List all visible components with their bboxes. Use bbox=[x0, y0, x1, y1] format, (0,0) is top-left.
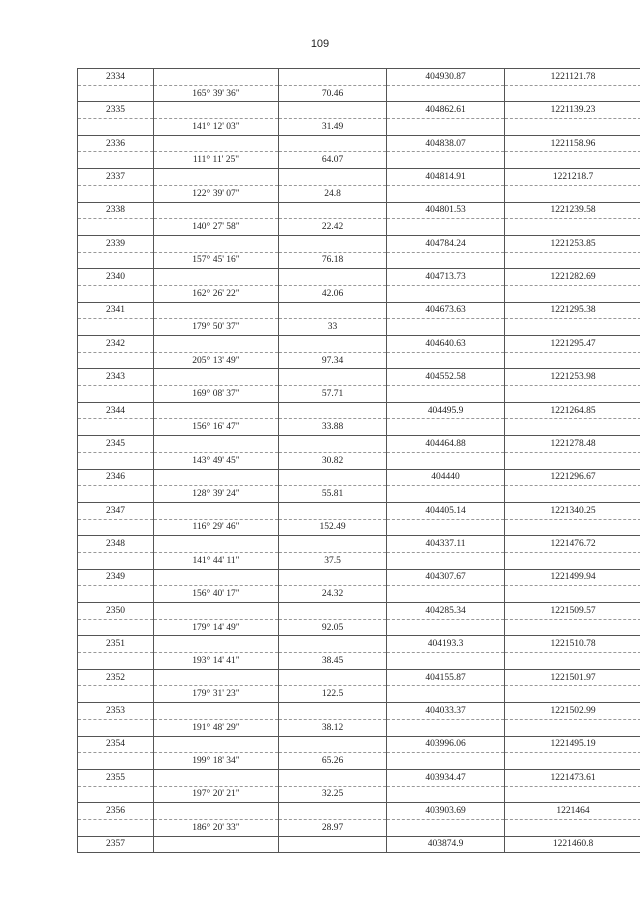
segment-row bbox=[78, 252, 640, 269]
point-id-cell: 2352 bbox=[78, 669, 154, 686]
segment-row bbox=[78, 185, 640, 202]
bearing-angle-cell: 157° 45' 16" bbox=[154, 252, 279, 269]
bearing-angle-cell: 156° 40' 17" bbox=[154, 586, 279, 603]
distance-cell: 76.18 bbox=[279, 252, 387, 269]
y-coordinate-cell: 1221499.94 bbox=[505, 569, 640, 586]
empty-cell bbox=[154, 769, 279, 786]
empty-cell bbox=[78, 486, 154, 503]
segment-row bbox=[78, 152, 640, 169]
empty-cell bbox=[154, 603, 279, 620]
point-row bbox=[78, 202, 640, 219]
bearing-angle-cell: 197° 20' 21" bbox=[154, 786, 279, 803]
x-coordinate-cell: 404155.87 bbox=[387, 669, 505, 686]
bearing-angle-cell: 169° 08' 37" bbox=[154, 386, 279, 403]
y-coordinate-cell: 1221464 bbox=[505, 803, 640, 820]
point-id-cell: 2348 bbox=[78, 536, 154, 553]
distance-cell: 33 bbox=[279, 319, 387, 336]
point-id-cell: 2338 bbox=[78, 202, 154, 219]
empty-cell bbox=[154, 369, 279, 386]
empty-cell bbox=[505, 819, 640, 836]
empty-cell bbox=[279, 102, 387, 119]
bearing-angle-cell: 162° 26' 22" bbox=[154, 285, 279, 302]
x-coordinate-cell: 404193.3 bbox=[387, 636, 505, 653]
empty-cell bbox=[78, 786, 154, 803]
segment-row bbox=[78, 85, 640, 102]
distance-cell: 24.8 bbox=[279, 185, 387, 202]
x-coordinate-cell: 404801.53 bbox=[387, 202, 505, 219]
x-coordinate-cell: 404285.34 bbox=[387, 603, 505, 620]
x-coordinate-cell: 404814.91 bbox=[387, 169, 505, 186]
bearing-angle-cell: 141° 44' 11" bbox=[154, 552, 279, 569]
distance-cell: 32.25 bbox=[279, 786, 387, 803]
point-row bbox=[78, 302, 640, 319]
bearing-angle-cell: 186° 20' 33" bbox=[154, 819, 279, 836]
bearing-angle-cell: 179° 50' 37" bbox=[154, 319, 279, 336]
empty-cell bbox=[387, 686, 505, 703]
empty-cell bbox=[78, 686, 154, 703]
empty-cell bbox=[387, 586, 505, 603]
y-coordinate-cell: 1221264.85 bbox=[505, 402, 640, 419]
empty-cell bbox=[387, 819, 505, 836]
x-coordinate-cell: 404640.63 bbox=[387, 336, 505, 353]
empty-cell bbox=[387, 719, 505, 736]
empty-cell bbox=[279, 636, 387, 653]
x-coordinate-cell: 404337.11 bbox=[387, 536, 505, 553]
segment-row bbox=[78, 819, 640, 836]
x-coordinate-cell: 404464.88 bbox=[387, 436, 505, 453]
empty-cell bbox=[154, 836, 279, 853]
empty-cell bbox=[279, 603, 387, 620]
empty-cell bbox=[154, 536, 279, 553]
empty-cell bbox=[78, 819, 154, 836]
x-coordinate-cell: 403996.06 bbox=[387, 736, 505, 753]
empty-cell bbox=[154, 502, 279, 519]
point-row bbox=[78, 736, 640, 753]
empty-cell bbox=[387, 452, 505, 469]
empty-cell bbox=[154, 636, 279, 653]
segment-row bbox=[78, 452, 640, 469]
distance-cell: 97.34 bbox=[279, 352, 387, 369]
x-coordinate-cell: 404930.87 bbox=[387, 69, 505, 86]
empty-cell bbox=[505, 452, 640, 469]
empty-cell bbox=[78, 386, 154, 403]
x-coordinate-cell: 404862.61 bbox=[387, 102, 505, 119]
empty-cell bbox=[154, 135, 279, 152]
point-row bbox=[78, 169, 640, 186]
y-coordinate-cell: 1221295.38 bbox=[505, 302, 640, 319]
segment-row bbox=[78, 719, 640, 736]
empty-cell bbox=[505, 753, 640, 770]
y-coordinate-cell: 1221509.57 bbox=[505, 603, 640, 620]
empty-cell bbox=[279, 235, 387, 252]
empty-cell bbox=[78, 619, 154, 636]
point-id-cell: 2343 bbox=[78, 369, 154, 386]
empty-cell bbox=[505, 419, 640, 436]
segment-row bbox=[78, 586, 640, 603]
empty-cell bbox=[387, 319, 505, 336]
x-coordinate-cell: 404838.07 bbox=[387, 135, 505, 152]
y-coordinate-cell: 1221510.78 bbox=[505, 636, 640, 653]
empty-cell bbox=[78, 252, 154, 269]
x-coordinate-cell: 403874.9 bbox=[387, 836, 505, 853]
bearing-angle-cell: 193° 14' 41" bbox=[154, 653, 279, 670]
empty-cell bbox=[78, 219, 154, 236]
point-id-cell: 2341 bbox=[78, 302, 154, 319]
segment-row bbox=[78, 786, 640, 803]
y-coordinate-cell: 1221121.78 bbox=[505, 69, 640, 86]
empty-cell bbox=[78, 152, 154, 169]
empty-cell bbox=[78, 285, 154, 302]
empty-cell bbox=[387, 753, 505, 770]
empty-cell bbox=[78, 452, 154, 469]
x-coordinate-cell: 404405.14 bbox=[387, 502, 505, 519]
empty-cell bbox=[154, 803, 279, 820]
x-coordinate-cell: 404307.67 bbox=[387, 569, 505, 586]
point-id-cell: 2354 bbox=[78, 736, 154, 753]
empty-cell bbox=[78, 719, 154, 736]
point-row bbox=[78, 569, 640, 586]
bearing-angle-cell: 179° 31' 23" bbox=[154, 686, 279, 703]
point-row bbox=[78, 636, 640, 653]
empty-cell bbox=[387, 786, 505, 803]
y-coordinate-cell: 1221473.61 bbox=[505, 769, 640, 786]
bearing-angle-cell: 143° 49' 45" bbox=[154, 452, 279, 469]
x-coordinate-cell: 404713.73 bbox=[387, 269, 505, 286]
distance-cell: 65.26 bbox=[279, 753, 387, 770]
distance-cell: 38.12 bbox=[279, 719, 387, 736]
segment-row bbox=[78, 285, 640, 302]
point-row bbox=[78, 703, 640, 720]
empty-cell bbox=[505, 486, 640, 503]
point-id-cell: 2349 bbox=[78, 569, 154, 586]
y-coordinate-cell: 1221139.23 bbox=[505, 102, 640, 119]
distance-cell: 30.82 bbox=[279, 452, 387, 469]
empty-cell bbox=[387, 619, 505, 636]
empty-cell bbox=[505, 185, 640, 202]
y-coordinate-cell: 1221460.8 bbox=[505, 836, 640, 853]
empty-cell bbox=[505, 319, 640, 336]
empty-cell bbox=[387, 419, 505, 436]
point-row bbox=[78, 269, 640, 286]
point-row bbox=[78, 235, 640, 252]
empty-cell bbox=[78, 319, 154, 336]
empty-cell bbox=[387, 486, 505, 503]
y-coordinate-cell: 1221501.97 bbox=[505, 669, 640, 686]
survey-coordinates-table bbox=[77, 68, 640, 853]
x-coordinate-cell: 403903.69 bbox=[387, 803, 505, 820]
point-id-cell: 2335 bbox=[78, 102, 154, 119]
empty-cell bbox=[78, 185, 154, 202]
y-coordinate-cell: 1221296.67 bbox=[505, 469, 640, 486]
empty-cell bbox=[78, 85, 154, 102]
point-id-cell: 2355 bbox=[78, 769, 154, 786]
segment-row bbox=[78, 519, 640, 536]
point-id-cell: 2345 bbox=[78, 436, 154, 453]
point-row bbox=[78, 336, 640, 353]
empty-cell bbox=[154, 269, 279, 286]
segment-row bbox=[78, 386, 640, 403]
x-coordinate-cell: 403934.47 bbox=[387, 769, 505, 786]
distance-cell: 152.49 bbox=[279, 519, 387, 536]
empty-cell bbox=[505, 219, 640, 236]
point-row bbox=[78, 402, 640, 419]
distance-cell: 24.32 bbox=[279, 586, 387, 603]
empty-cell bbox=[279, 736, 387, 753]
point-id-cell: 2339 bbox=[78, 235, 154, 252]
distance-cell: 33.88 bbox=[279, 419, 387, 436]
empty-cell bbox=[154, 402, 279, 419]
x-coordinate-cell: 404673.63 bbox=[387, 302, 505, 319]
point-row bbox=[78, 803, 640, 820]
segment-row bbox=[78, 319, 640, 336]
empty-cell bbox=[505, 386, 640, 403]
y-coordinate-cell: 1221218.7 bbox=[505, 169, 640, 186]
empty-cell bbox=[154, 235, 279, 252]
empty-cell bbox=[387, 85, 505, 102]
point-row bbox=[78, 469, 640, 486]
empty-cell bbox=[78, 653, 154, 670]
empty-cell bbox=[505, 686, 640, 703]
point-row bbox=[78, 769, 640, 786]
distance-cell: 55.81 bbox=[279, 486, 387, 503]
empty-cell bbox=[505, 352, 640, 369]
empty-cell bbox=[279, 502, 387, 519]
empty-cell bbox=[279, 669, 387, 686]
y-coordinate-cell: 1221495.19 bbox=[505, 736, 640, 753]
y-coordinate-cell: 1221253.85 bbox=[505, 235, 640, 252]
empty-cell bbox=[505, 552, 640, 569]
point-row bbox=[78, 502, 640, 519]
segment-row bbox=[78, 619, 640, 636]
bearing-angle-cell: 156° 16' 47" bbox=[154, 419, 279, 436]
empty-cell bbox=[154, 69, 279, 86]
empty-cell bbox=[387, 386, 505, 403]
bearing-angle-cell: 128° 39' 24" bbox=[154, 486, 279, 503]
empty-cell bbox=[505, 252, 640, 269]
empty-cell bbox=[505, 285, 640, 302]
distance-cell: 122.5 bbox=[279, 686, 387, 703]
point-row bbox=[78, 135, 640, 152]
survey-table-body bbox=[78, 69, 640, 853]
y-coordinate-cell: 1221253.98 bbox=[505, 369, 640, 386]
empty-cell bbox=[279, 803, 387, 820]
segment-row bbox=[78, 753, 640, 770]
empty-cell bbox=[387, 552, 505, 569]
empty-cell bbox=[387, 352, 505, 369]
bearing-angle-cell: 179° 14' 49" bbox=[154, 619, 279, 636]
point-id-cell: 2334 bbox=[78, 69, 154, 86]
empty-cell bbox=[78, 119, 154, 136]
empty-cell bbox=[154, 436, 279, 453]
empty-cell bbox=[279, 402, 387, 419]
empty-cell bbox=[154, 202, 279, 219]
point-row bbox=[78, 369, 640, 386]
distance-cell: 70.46 bbox=[279, 85, 387, 102]
empty-cell bbox=[279, 369, 387, 386]
empty-cell bbox=[387, 519, 505, 536]
empty-cell bbox=[279, 836, 387, 853]
empty-cell bbox=[505, 719, 640, 736]
empty-cell bbox=[78, 519, 154, 536]
y-coordinate-cell: 1221340.25 bbox=[505, 502, 640, 519]
point-id-cell: 2353 bbox=[78, 703, 154, 720]
segment-row bbox=[78, 419, 640, 436]
segment-row bbox=[78, 653, 640, 670]
bearing-angle-cell: 165° 39' 36" bbox=[154, 85, 279, 102]
distance-cell: 28.97 bbox=[279, 819, 387, 836]
empty-cell bbox=[279, 436, 387, 453]
empty-cell bbox=[78, 552, 154, 569]
empty-cell bbox=[387, 185, 505, 202]
page-number: 109 bbox=[310, 38, 330, 50]
empty-cell bbox=[154, 569, 279, 586]
distance-cell: 22.42 bbox=[279, 219, 387, 236]
empty-cell bbox=[78, 753, 154, 770]
empty-cell bbox=[505, 85, 640, 102]
y-coordinate-cell: 1221476.72 bbox=[505, 536, 640, 553]
empty-cell bbox=[154, 102, 279, 119]
empty-cell bbox=[279, 336, 387, 353]
segment-row bbox=[78, 219, 640, 236]
empty-cell bbox=[279, 135, 387, 152]
distance-cell: 57.71 bbox=[279, 386, 387, 403]
bearing-angle-cell: 199° 18' 34" bbox=[154, 753, 279, 770]
bearing-angle-cell: 111° 11' 25" bbox=[154, 152, 279, 169]
y-coordinate-cell: 1221158.96 bbox=[505, 135, 640, 152]
empty-cell bbox=[279, 302, 387, 319]
point-id-cell: 2347 bbox=[78, 502, 154, 519]
empty-cell bbox=[387, 219, 505, 236]
empty-cell bbox=[78, 352, 154, 369]
empty-cell bbox=[387, 653, 505, 670]
distance-cell: 92.05 bbox=[279, 619, 387, 636]
empty-cell bbox=[154, 703, 279, 720]
distance-cell: 64.07 bbox=[279, 152, 387, 169]
empty-cell bbox=[279, 769, 387, 786]
point-id-cell: 2350 bbox=[78, 603, 154, 620]
point-id-cell: 2340 bbox=[78, 269, 154, 286]
point-row bbox=[78, 102, 640, 119]
y-coordinate-cell: 1221502.99 bbox=[505, 703, 640, 720]
bearing-angle-cell: 122° 39' 07" bbox=[154, 185, 279, 202]
point-row bbox=[78, 669, 640, 686]
x-coordinate-cell: 404440 bbox=[387, 469, 505, 486]
point-id-cell: 2357 bbox=[78, 836, 154, 853]
segment-row bbox=[78, 686, 640, 703]
point-id-cell: 2342 bbox=[78, 336, 154, 353]
empty-cell bbox=[154, 736, 279, 753]
point-id-cell: 2337 bbox=[78, 169, 154, 186]
empty-cell bbox=[279, 569, 387, 586]
empty-cell bbox=[505, 152, 640, 169]
segment-row bbox=[78, 486, 640, 503]
y-coordinate-cell: 1221282.69 bbox=[505, 269, 640, 286]
empty-cell bbox=[387, 252, 505, 269]
empty-cell bbox=[279, 536, 387, 553]
point-id-cell: 2346 bbox=[78, 469, 154, 486]
bearing-angle-cell: 140° 27' 58" bbox=[154, 219, 279, 236]
empty-cell bbox=[78, 586, 154, 603]
empty-cell bbox=[387, 152, 505, 169]
y-coordinate-cell: 1221239.58 bbox=[505, 202, 640, 219]
point-row bbox=[78, 836, 640, 853]
bearing-angle-cell: 116° 29' 46" bbox=[154, 519, 279, 536]
empty-cell bbox=[279, 269, 387, 286]
point-id-cell: 2351 bbox=[78, 636, 154, 653]
point-id-cell: 2344 bbox=[78, 402, 154, 419]
bearing-angle-cell: 191° 48' 29" bbox=[154, 719, 279, 736]
empty-cell bbox=[279, 202, 387, 219]
empty-cell bbox=[154, 336, 279, 353]
point-row bbox=[78, 69, 640, 86]
empty-cell bbox=[279, 169, 387, 186]
empty-cell bbox=[279, 469, 387, 486]
x-coordinate-cell: 404784.24 bbox=[387, 235, 505, 252]
empty-cell bbox=[154, 302, 279, 319]
empty-cell bbox=[387, 119, 505, 136]
x-coordinate-cell: 404552.58 bbox=[387, 369, 505, 386]
empty-cell bbox=[387, 285, 505, 302]
empty-cell bbox=[78, 419, 154, 436]
empty-cell bbox=[154, 469, 279, 486]
x-coordinate-cell: 404495.9 bbox=[387, 402, 505, 419]
distance-cell: 31.49 bbox=[279, 119, 387, 136]
distance-cell: 38.45 bbox=[279, 653, 387, 670]
bearing-angle-cell: 141° 12' 03" bbox=[154, 119, 279, 136]
empty-cell bbox=[154, 669, 279, 686]
empty-cell bbox=[279, 69, 387, 86]
segment-row bbox=[78, 119, 640, 136]
distance-cell: 42.06 bbox=[279, 285, 387, 302]
empty-cell bbox=[505, 619, 640, 636]
point-row bbox=[78, 536, 640, 553]
x-coordinate-cell: 404033.37 bbox=[387, 703, 505, 720]
y-coordinate-cell: 1221295.47 bbox=[505, 336, 640, 353]
empty-cell bbox=[154, 169, 279, 186]
empty-cell bbox=[505, 653, 640, 670]
point-id-cell: 2356 bbox=[78, 803, 154, 820]
empty-cell bbox=[505, 786, 640, 803]
empty-cell bbox=[505, 119, 640, 136]
empty-cell bbox=[279, 703, 387, 720]
segment-row bbox=[78, 352, 640, 369]
point-row bbox=[78, 436, 640, 453]
empty-cell bbox=[505, 586, 640, 603]
distance-cell: 37.5 bbox=[279, 552, 387, 569]
empty-cell bbox=[505, 519, 640, 536]
y-coordinate-cell: 1221278.48 bbox=[505, 436, 640, 453]
point-id-cell: 2336 bbox=[78, 135, 154, 152]
segment-row bbox=[78, 552, 640, 569]
point-row bbox=[78, 603, 640, 620]
bearing-angle-cell: 205° 13' 49" bbox=[154, 352, 279, 369]
